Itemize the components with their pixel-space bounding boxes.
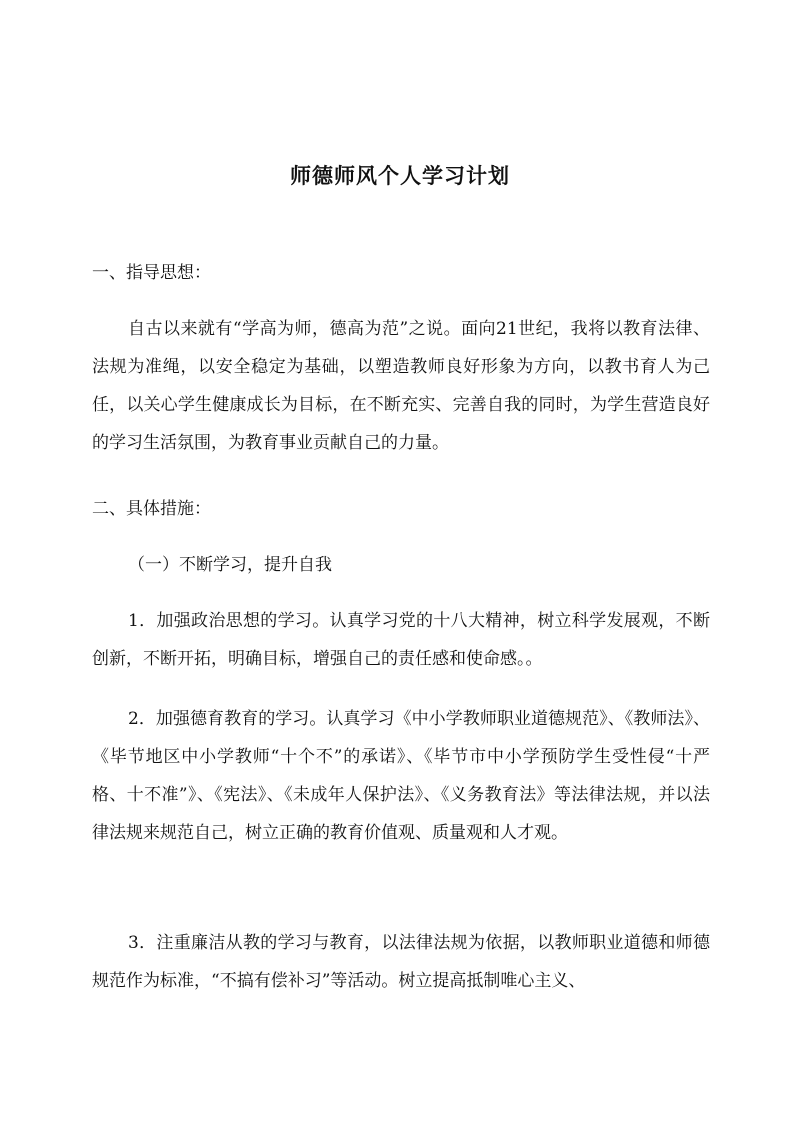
subheading-continuous-learning: （一）不断学习，提升自我 — [128, 555, 332, 575]
paragraph-guiding-thought: 自古以来就有“学高为师，德高为范”之说。面向21世纪，我将以教育法律、法规为准绳，以安全稳定为基础，以塑造教师良好形象为方向，以教书育人为己任，以关心学生健康成长为目标，在不断充实、完善自我的同时，为学生营造良好的学习生活氛围，为教育事业贡献自己的力量。 — [92, 319, 710, 453]
list-item-integrity-education: 3．注重廉洁从教的学习与教育，以法律法规为依据，以教师职业道德和师德规范作为标准，“不搞有偿补习”等活动。树立提高抵制唯心主义、 — [92, 933, 710, 991]
document-title: 师德师风个人学习计划 — [290, 164, 510, 188]
list-item-political-study: 1．加强政治思想的学习。认真学习党的十八大精神，树立科学发展观，不断创新，不断开拓，明确目标，增强自己的责任感和使命感。。 — [92, 611, 710, 669]
list-item-moral-education: 2．加强德育教育的学习。认真学习《中小学教师职业道德规范》、《教师法》、《毕节地区中小学教师“十个不”的承诺》、《毕节市中小学预防学生受性侵“十严格、十不准”》、《宪法》、《未成年人保护法》、《义务教育法》等法律法规，并以法律法规来规范自己，树立正确的教育价值观、质量观和人才观。 — [92, 709, 710, 843]
section-heading-measures: 二、具体措施： — [92, 499, 211, 519]
section-heading-guiding-thought: 一、指导思想： — [92, 263, 211, 283]
